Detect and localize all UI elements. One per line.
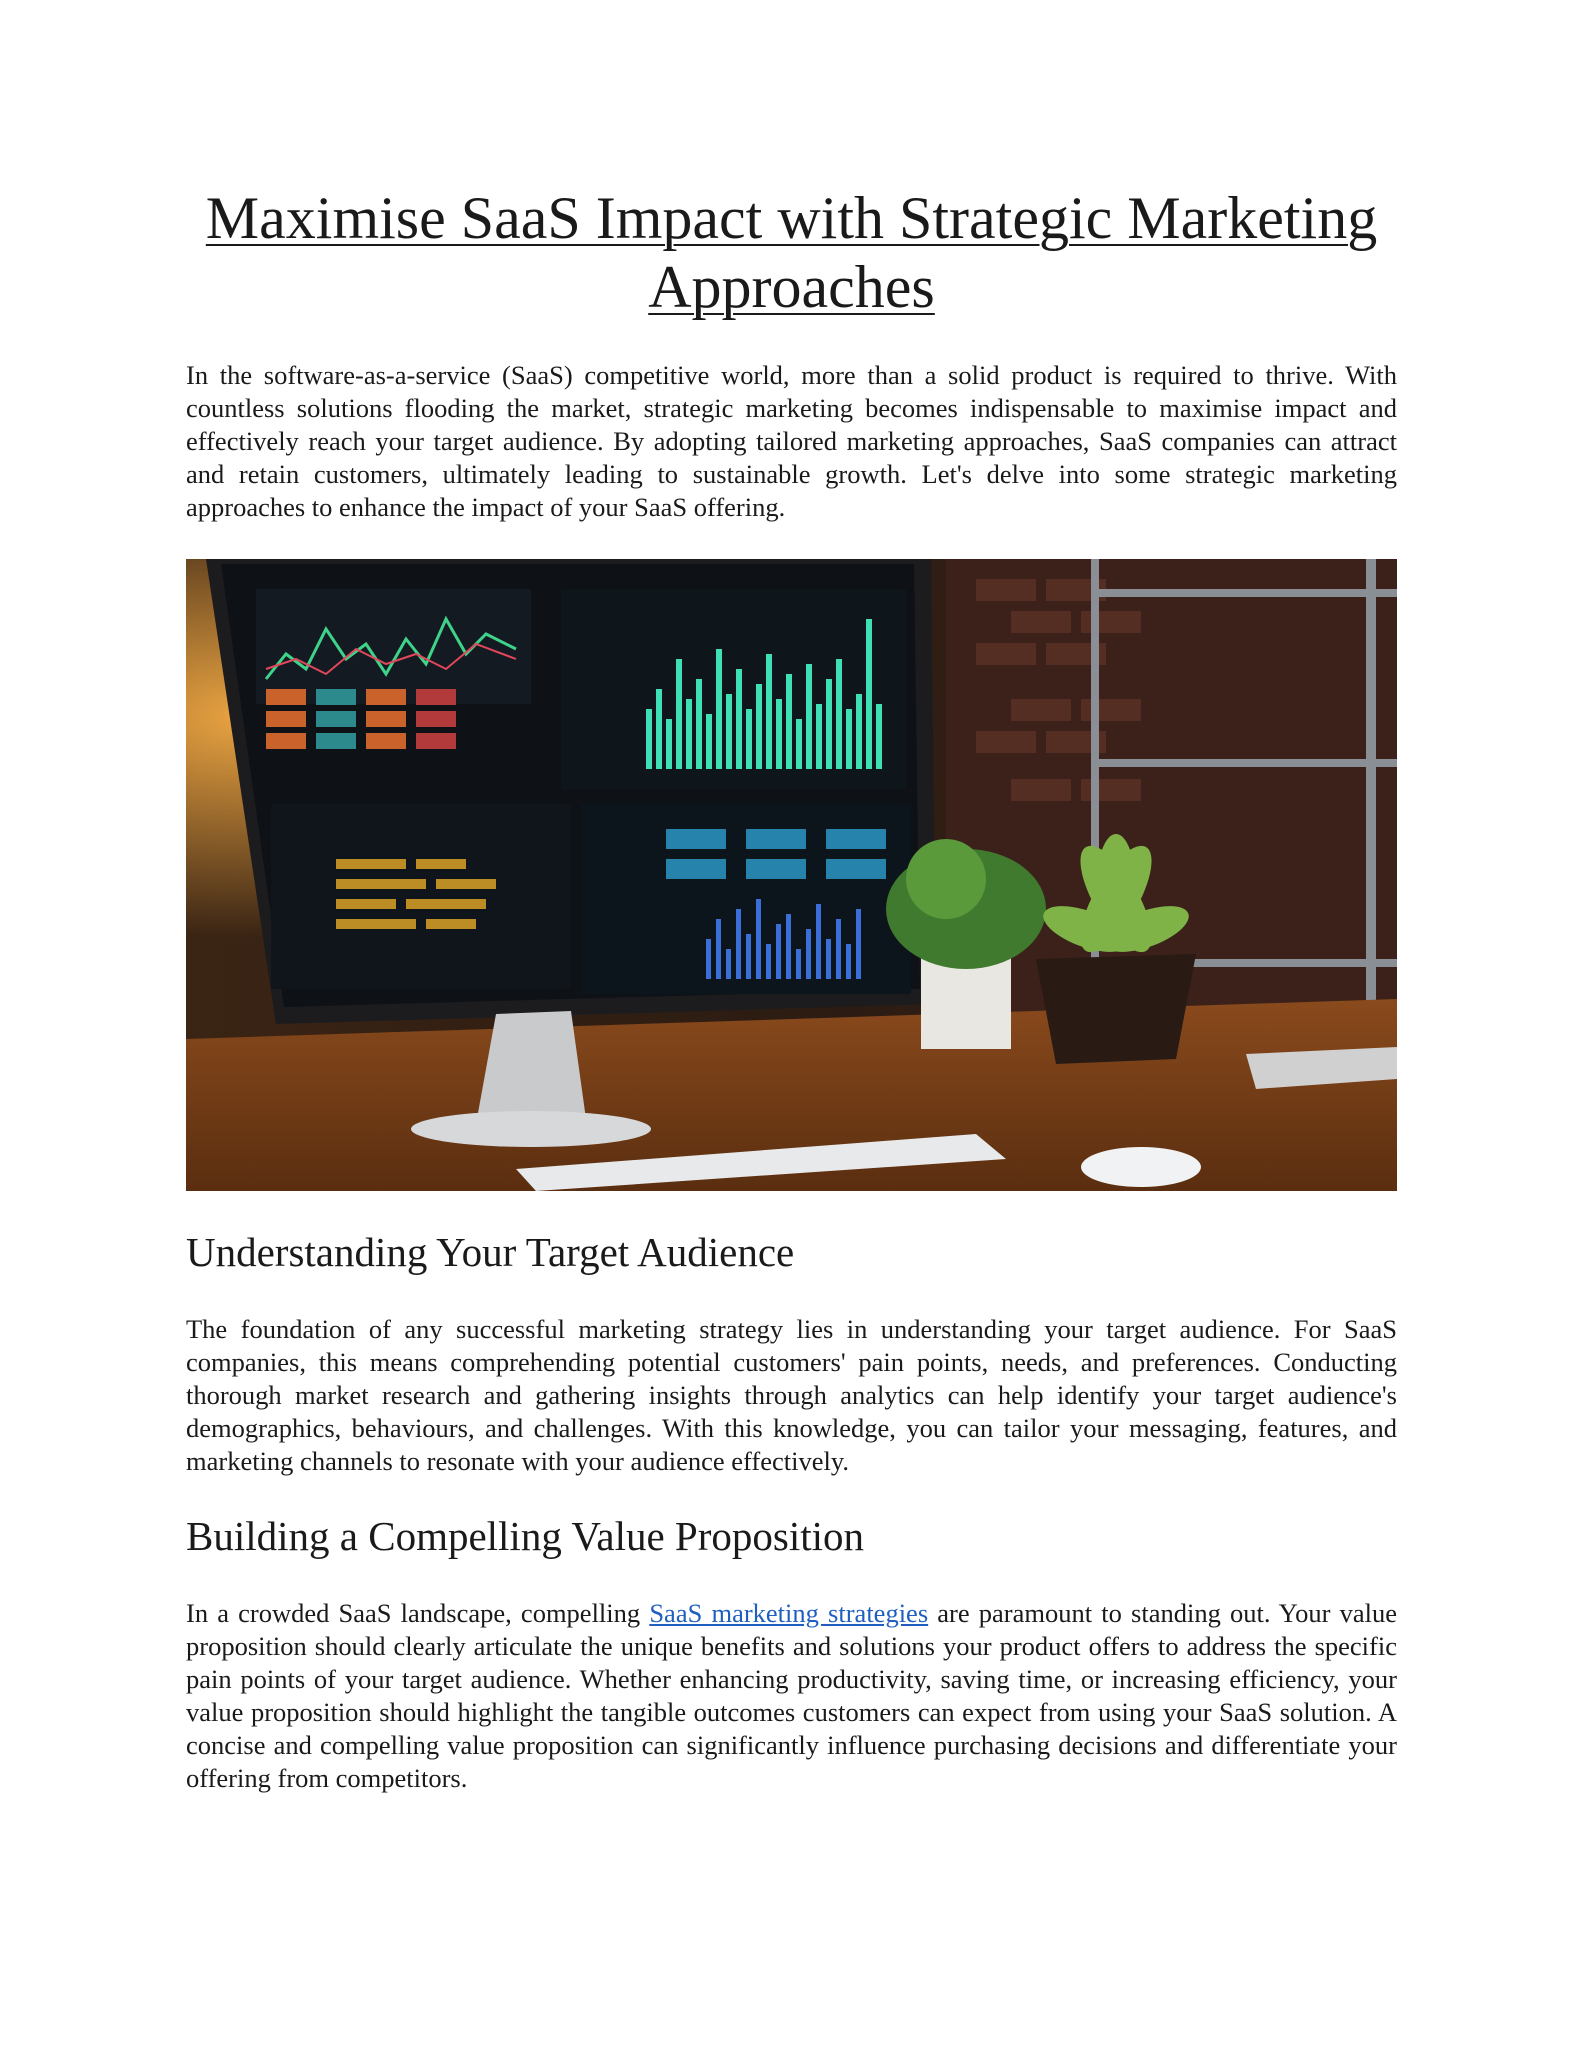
intro-paragraph: In the software-as-a-service (SaaS) competitive world, more than a solid product is required to thrive. With countless solutions flooding the market, strategic marketing becomes indispensable to maximise impact and effectively reach your target audience. By adopting tailored marketing approaches, SaaS companies can attract and retain customers, ultimately leading to sustainable growth. Let's delve into some strategic marketing approaches to enhance the impact of your SaaS offering. <box>186 360 1397 522</box>
section-body-target-audience: The foundation of any successful marketing strategy lies in understanding your target audience. For SaaS companies, this means comprehending potential customers' pain points, needs, and preferences. Conducting thorough market research and gathering insights through analytics can help identify your target audience's demographics, behaviours, and challenges. With this knowledge, you can tailor your messaging, features, and marketing channels to resonate with your audience effectively. <box>186 1314 1397 1476</box>
section-heading-value-proposition: Building a Compelling Value Proposition <box>186 1513 865 1559</box>
section-heading-target-audience: Understanding Your Target Audience <box>186 1229 795 1275</box>
section-body-value-proposition <box>186 1597 1397 1795</box>
body-text-after-link: are paramount to standing out. Your value proposition should clearly articulate the unique benefits and solutions your product offers to address the specific pain points of your target audience. Whether enhancing productivity, saving time, or increasing efficiency, your value proposition should highlight the tangible outcomes customers can expect from using your SaaS solution. A concise and compelling value proposition can significantly influence purchasing decisions and differentiate your offering from competitors. <box>186 1598 1397 1793</box>
body-text-before-link: In a crowded SaaS landscape, compelling <box>186 1598 650 1628</box>
page-title: Maximise SaaS Impact with Strategic Marketing Approaches <box>205 185 1378 320</box>
saas-marketing-strategies-link[interactable]: SaaS marketing strategies <box>649 1598 929 1628</box>
hero-image-monitor-dashboard <box>186 559 1397 1191</box>
